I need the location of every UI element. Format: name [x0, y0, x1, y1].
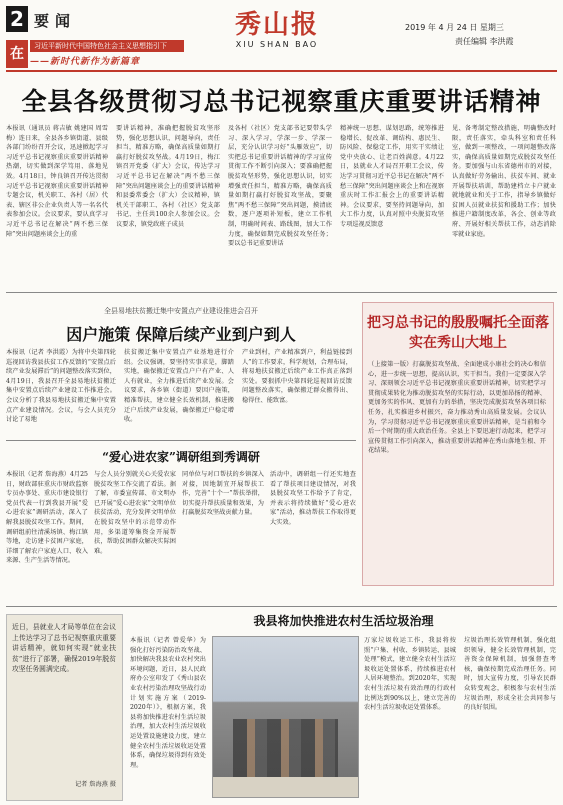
newspaper-logo-en: XIU SHAN BAO [235, 40, 319, 49]
farmer-column-3: 同单位与对口帮扶的乡镇深入对接，因地制宜开展帮扶工作，完善“十个一”帮扶举措，切实提升帮扶质量和效果，为打赢脱贫攻坚战贡献力量。 [182, 471, 264, 517]
slogan-line-2: ——新时代新作为新篇章 [30, 57, 141, 67]
section-title: 要闻 [34, 12, 77, 30]
poverty-title: 把习总书记的殷殷嘱托全面落实在秀山大地上 [367, 315, 549, 351]
masthead-rule [6, 70, 557, 72]
lead-column-1: 本报讯（通讯员 蒋吉敏 姚建国 周雪梅）连日来，全县各乡镇街道、县级各部门纷纷召开会议，迅速掀起学习习近平总书记视察重庆重要讲话精神热潮，切实做到深学笃用、落地见效。4月18日，钟良镇召开传达贯彻习近平总书记视察重庆重要讲话精神专题会议，机关职工、各村（居）代表、辖区非公企业负责人等一名名代表参加会议。会议要求，要认真学习习近平总书记在解决“两不愁三保障”突出问题座谈会上的重 [6, 125, 108, 238]
lead-column-3: 及各村（社区）党支部书记要带头学习、深入学习，学深一步、学深一层，充分认识学习好“头雁效应”，切实把总书记重要讲话精神的学习宣传贯彻工作不断引向深入；要准确把握脱贫攻坚形势，强化思想认识，切实增强责任担当，精准方略，确保高质量如期打赢打好脱贫攻坚战，要聚焦“两不愁三保障”突出问题，摸清底数，逐户逐项补短板，建立工作机制，明确时间表、路线图，加大工作力度，确保如期完成脱贫攻坚任务；要以总书记重要讲话 [228, 125, 332, 248]
page-number: 2 [6, 6, 28, 32]
jobs-kicker: 全县易地扶贫搬迁集中安置点产业建设推进会召开 [104, 307, 258, 315]
lead-headline: 全县各级贯彻习总书记视察重庆重要讲话精神 [21, 87, 542, 116]
farmer-column-2: 与会人员分别就关心关爱农家脱贫攻坚工作交流了看法。据了解，市委宣传部、市文明办已开展“爱心进农家”文明单位扶贫活动，充分发挥文明单位在脱贫攻坚中的示范带动作用，多渠道筹集资金开展帮扶，帮助贫困群众解决实际困难。 [94, 471, 176, 555]
issue-date: 2019 年 4 月 24 日 星期三 [405, 23, 504, 32]
trash-column-2: 万家垃圾收运工作，我县将按照“户集、村收、乡镇转运、县城处理”模式，建立健全农村生活垃圾收运处置体系，持续推进农村人居环境整治。到2020年，实现农村生活垃圾有效治理的行政村比例达到90%以上，建立完善的农村生活垃圾收运处置体系。 [364, 637, 456, 712]
lead-column-5: 见、备考制定整改措施，明确整改时限，责任落实，牵头科室和责任科室，做到一项整改，一项问题整改落实，确保高质量如期完成脱贫攻坚任务。要加强与山东省德州市的对接，认真做好劳务输出、扶贫车间、就业开展帮扶培训，帮助建档立卡户就业就地就业和关于工作，指导乡镇做好贫困人员就业扶贫和援助工作；加快推进户籍制度改革，各会、创业等政府、开展好相关帮扶工作，动态消除零就业家庭。 [452, 125, 556, 238]
jobs-title: 因户施策 保障后续产业到户到人 [66, 325, 296, 344]
poverty-text: （上接第一版）打赢脱贫攻坚战、全面建成小康社会的决心和信心，进一步统一思想，提高认识，实干担当。我们一定要深入学习、深刻领会习近平总书记视察重庆重要讲话精神，切实把学习贯彻成果转化为推动脱贫攻坚的实际行动，以更加昂扬的精神、更加务实的作风、更加有力的举措，坚决完成脱贫攻坚各项目标任务，扎实推进乡村振兴，奋力推动秀山高质量发展。会议认为，学习贯彻习近平总书记视察重庆重要讲话精神，是当前和今后一个时期的重大政治任务。全县上下要迅速行动起来，把学习宣传贯彻工作引向深入，推动重要讲话精神在秀山落地生根、开花结果。 [368, 361, 546, 455]
jobs-column-3: 产业到村，产业精准到户，利益链接到人”的工作要求，科学规划，合理布局，将易地扶贫搬迁后续产业工作真正落到实处。要狠抓中央第四轮巡视回访反馈问题整改落实，确保搬迁群众搬得出、稳得住、能致富。 [242, 349, 352, 404]
divider [6, 292, 557, 293]
slogan-badge: 在 [6, 40, 28, 68]
trash-column-3: 垃圾治理长效管理机制，强化组织领导，健全长效管理机制，完善资金保障机制，加强督查考核，确保按期完成治理任务。同时，加大宣传力度，引导农民群众转变观念，积极参与农村生活垃圾治理，形成全社会共同参与的良好氛围。 [464, 637, 556, 712]
office-photo [212, 636, 359, 798]
editor-credit: 责任编辑 李洪霞 [455, 37, 514, 46]
jobs-column-2: 扶贫搬迁集中安置点产业基地进行介绍。会议强调，要坚持实事求是，脚踏实地，确保搬迁安置点户户有产业、人人有就业，全力推进后续产业发展。会议要求，各乡镇（街道）要因户施策，精准帮扶，建立健全长效机制，推进搬迁户后续产业发展，确保搬迁户稳定增收。 [124, 349, 234, 424]
farmer-title: “爱心进农家”调研组到秀调研 [102, 450, 260, 464]
divider [6, 440, 356, 441]
newspaper-logo: 秀山报 [234, 10, 319, 40]
sidebar-text: 近日，县就业人才局等单位在会议上传达学习了总书记视察重庆重要讲话精神，就如何实现“就业扶贫”进行了部署，确保2019年脱贫攻坚任务圆满完成。 [12, 623, 116, 674]
lead-column-2: 要讲话精神，准确把握脱贫攻坚形势，强化思想认识，问题导向，责任担当，精准方略，确保高质量如期打赢打好脱贫攻坚战。4月19日，梅江镇召开党委（扩大）会议，传达学习习近平总书记在解决“两不愁三保障”突出问题座谈会上的重要讲话精神和县委常委会（扩大）会议精神，镇机关干部职工、各村（社区）党支部书记、主任共100余人参加会议。会议要求，镇党政班子成员 [116, 125, 220, 228]
trash-title: 我县将加快推进农村生活垃圾治理 [253, 614, 434, 628]
farmer-column-1: 本报讯（记者 詹海燕）4月25日，财政部驻重庆市财政监察专员办事处、重庆市建设银行党员代表一行到我县开展“爱心进农家”调研活动，深入了解我县脱贫攻坚工作。期间，调研组前往清溪场镇、梅江镇等地，走访建卡贫困户家庭，详细了解农户家庭人口、收入来源、生产生活等情况。 [6, 471, 88, 565]
lead-column-4: 精神统一思想、谋划思路，统筹推进稳增长、促改革、调结构、惠民生、防风险、保稳定工作，用实干实绩让党中央放心、让老百姓满意。4月22日，县就业人才局召开职工会议，传达学习贯彻习近平总书记在解决“两不愁三保障”突出问题座谈会上和在视察重庆时工作汇报会上的重要讲话精神。会议要求，要坚持问题导向，加大工作力度，认真对照中央脱贫攻坚专项巡视反馈意 [340, 125, 444, 228]
trash-column-1: 本报讯（记者 曾爱华）为强化打好污染防治攻坚战、加快解决我县农业农村突出环境问题，近日，县人民政府办公室印发了《秀山县农业农村污染治理攻坚战行动计划实施方案（2019-2020年）》，根据方案，我县将加快推进农村生活垃圾治理，加大农村生活垃圾收运处置设施建设力度，建立健全农村生活垃圾收运处置体系，确保垃圾得到有效处理。 [130, 637, 206, 769]
slogan-line-1: 习近平新时代中国特色社会主义思想指引下 [30, 40, 184, 52]
farmer-column-4: 活动中，调研组一行还实地查看了帮扶项目建设情况，对我县脱贫攻坚工作给予了肯定，并表示将持续做好“爱心进农家”活动，推动帮扶工作取得更大实效。 [270, 471, 356, 526]
divider [6, 606, 557, 607]
sidebar-author: 记者 詹海燕 摄 [74, 781, 116, 788]
jobs-column-1: 本报讯（记者 李洪霞）为将中央第四轮巡视回访我县扶贫工作反馈的“安置点后续产业发展滞后”的问题整改落实到位，4月19日，我县召开全县易地扶贫搬迁集中安置点后续产业建设工作推进会。会议分析了我县易地扶贫搬迁集中安置点产业建设情况。会议，与会人员充分讨论了易地 [6, 349, 116, 424]
